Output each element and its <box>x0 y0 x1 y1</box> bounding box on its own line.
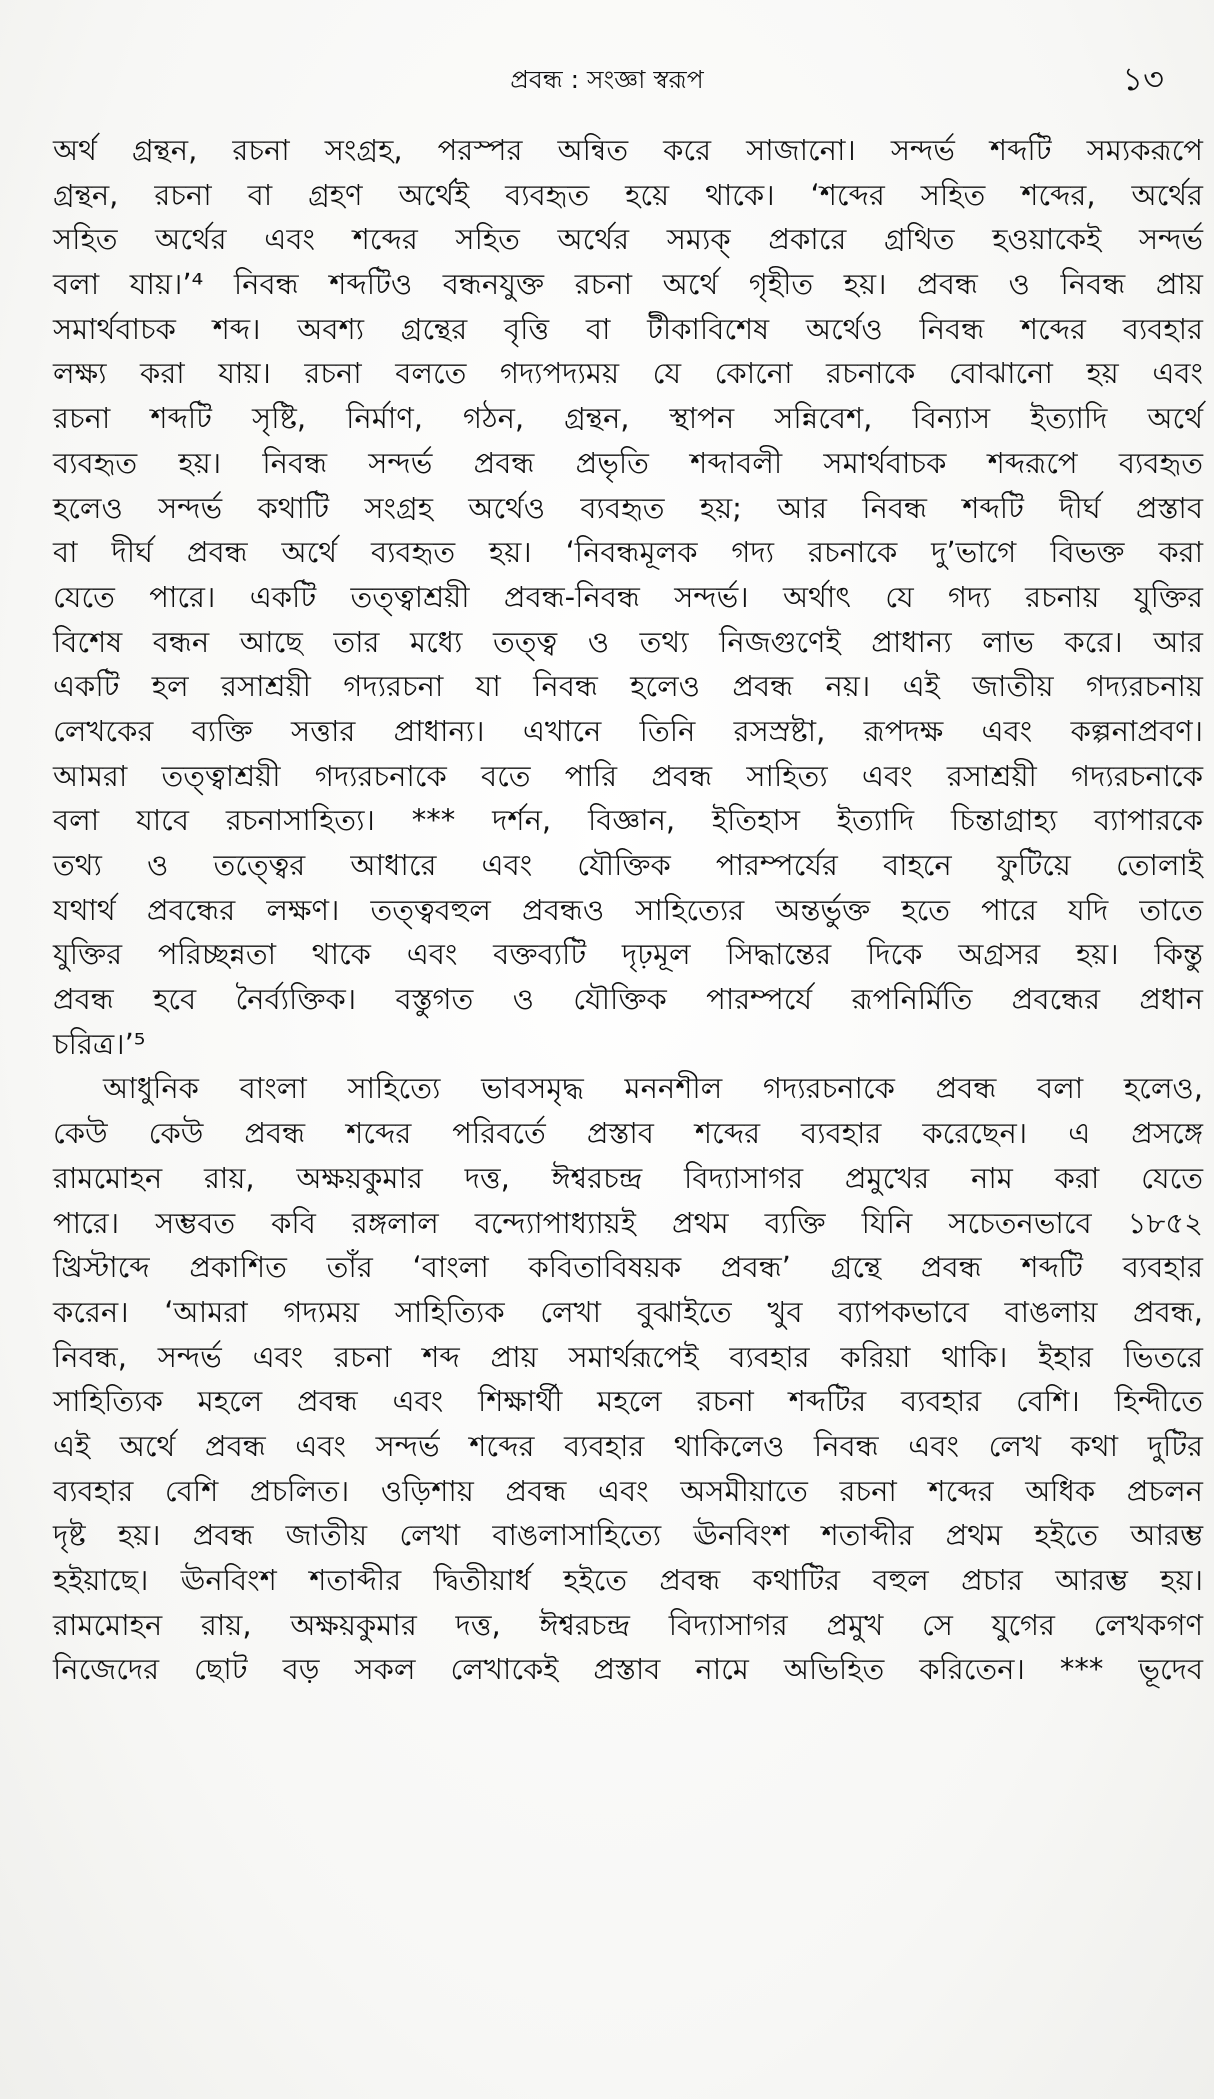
text-line: কেউ কেউ প্রবন্ধ শব্দের পরিবর্তে প্রস্তাব শব্দের ব্যবহার করেছেন। এ প্রসঙ্গে <box>53 1116 1203 1151</box>
text-line: অর্থ গ্রন্থন, রচনা সংগ্রহ, পরস্পর অন্বিত করে সাজানো। সন্দর্ভ শব্দটি সম্যকরূপে <box>53 133 1203 167</box>
text-line: বলা যাবে রচনাসাহিত্য। *** দর্শন, বিজ্ঞান, ইতিহাস ইত্যাদি চিন্তাগ্রাহ্য ব্যাপারকে <box>53 803 1203 838</box>
text-line: লেখকের ব্যক্তি সত্তার প্রাধান্য। এখানে তিনি রসস্রষ্টা, রূপদক্ষ এবং কল্পনাপ্রবণ। <box>53 713 1203 748</box>
text-line: করেন। ‘আমরা গদ্যময় সাহিত্যিক লেখা বুঝাইতে খুব ব্যাপকভাবে বাঙলায় প্রবন্ধ, <box>53 1294 1203 1329</box>
text-line: যেতে পারে। একটি তত্ত্বাশ্রয়ী প্রবন্ধ-নিবন্ধ সন্দর্ভ। অর্থাৎ যে গদ্য রচনায় যুক্তির <box>53 579 1203 614</box>
text-line: বা দীর্ঘ প্রবন্ধ অর্থে ব্যবহৃত হয়। ‘নিবন্ধমূলক গদ্য রচনাকে দু’ভাগে বিভক্ত করা <box>53 535 1203 570</box>
text-line: হইয়াছে। ঊনবিংশ শতাব্দীর দ্বিতীয়ার্ধ হইতে প্রবন্ধ কথাটির বহুল প্রচার আরম্ভ হয়। <box>53 1563 1203 1597</box>
text-line: খ্রিস্টাব্দে প্রকাশিত তাঁর ‘বাংলা কবিতাবিষয়ক প্রবন্ধ’ গ্রন্থে প্রবন্ধ শব্দটি ব্যবহার <box>53 1250 1203 1285</box>
text-line: একটি হল রসাশ্রয়ী গদ্যরচনা যা নিবন্ধ হলেও প্রবন্ধ নয়। এই জাতীয় গদ্যরচনায় <box>53 669 1203 704</box>
text-line: ব্যবহৃত হয়। নিবন্ধ সন্দর্ভ প্রবন্ধ প্রভৃতি শব্দাবলী সমার্থবাচক শব্দরূপে ব্যবহৃত <box>53 445 1203 480</box>
body-text <box>53 128 1203 1692</box>
text-line: বিশেষ বন্ধন আছে তার মধ্যে তত্ত্ব ও তথ্য নিজগুণেই প্রাধান্য লাভ করে। আর <box>53 624 1203 659</box>
text-line: পারে। সম্ভবত কবি রঙ্গলাল বন্দ্যোপাধ্যায়ই প্রথম ব্যক্তি যিনি সচেতনভাবে ১৮৫২ <box>53 1205 1203 1240</box>
text-line: সমার্থবাচক শব্দ। অবশ্য গ্রন্থের বৃত্তি বা টীকাবিশেষ অর্থেও নিবন্ধ শব্দের ব্যবহার <box>53 311 1203 346</box>
text-line: ব্যবহার বেশি প্রচলিত। ওড়িশায় প্রবন্ধ এবং অসমীয়াতে রচনা শব্দের অধিক প্রচলন <box>53 1473 1203 1508</box>
text-line: প্রবন্ধ হবে নৈর্ব্যক্তিক। বস্তুগত ও যৌক্তিক পারম্পর্যে রূপনির্মিতি প্রবন্ধের প্রধান <box>53 982 1203 1017</box>
text-line: বলা যায়।’⁴ নিবন্ধ শব্দটিও বন্ধনযুক্ত রচনা অর্থে গৃহীত হয়। প্রবন্ধ ও নিবন্ধ প্রায় <box>53 267 1203 302</box>
text-line: রামমোহন রায়, অক্ষয়কুমার দত্ত, ঈশ্বরচন্দ্র বিদ্যাসাগর প্রমুখের নাম করা যেতে <box>53 1160 1203 1195</box>
text-line: এই অর্থে প্রবন্ধ এবং সন্দর্ভ শব্দের ব্যবহার থাকিলেও নিবন্ধ এবং লেখ কথা দুটির <box>53 1428 1203 1463</box>
text-line: আধুনিক বাংলা সাহিত্যে ভাবসমৃদ্ধ মননশীল গদ্যরচনাকে প্রবন্ধ বলা হলেও, <box>103 1071 1203 1106</box>
text-line: যথার্থ প্রবন্ধের লক্ষণ। তত্ত্ববহুল প্রবন্ধও সাহিত্যের অন্তর্ভুক্ত হতে পারে যদি তাতে <box>53 892 1203 927</box>
text-line: হলেও সন্দর্ভ কথাটি সংগ্রহ অর্থেও ব্যবহৃত হয়; আর নিবন্ধ শব্দটি দীর্ঘ প্রস্তাব <box>53 490 1203 525</box>
text-line: সহিত অর্থের এবং শব্দের সহিত অর্থের সম্যক্ প্রকারে গ্রথিত হওয়াকেই সন্দর্ভ <box>53 222 1203 257</box>
text-line: নিজেদের ছোট বড় সকল লেখাকেই প্রস্তাব নামে অভিহিত করিতেন। *** ভূদেব <box>53 1652 1203 1687</box>
text-line: যুক্তির পরিচ্ছন্নতা থাকে এবং বক্তব্যটি দৃঢ়মূল সিদ্ধান্তের দিকে অগ্রসর হয়। কিন্তু <box>53 937 1203 972</box>
text-line: গ্রন্থন, রচনা বা গ্রহণ অর্থেই ব্যবহৃত হয়ে থাকে। ‘শব্দের সহিত শব্দের, অর্থের <box>53 177 1203 212</box>
text-line: চরিত্র।’⁵ <box>53 1026 146 1061</box>
running-title: প্রবন্ধ : সংজ্ঞা স্বরূপ <box>510 65 704 94</box>
running-head <box>0 60 1214 100</box>
text-line: আমরা তত্ত্বাশ্রয়ী গদ্যরচনাকে বতে পারি প্রবন্ধ সাহিত্য এবং রসাশ্রয়ী গদ্যরচনাকে <box>53 758 1203 793</box>
text-line: রামমোহন রায়, অক্ষয়কুমার দত্ত, ঈশ্বরচন্দ্র বিদ্যাসাগর প্রমুখ সে যুগের লেখকগণ <box>53 1607 1203 1642</box>
text-line: তথ্য ও তত্ত্বের আধারে এবং যৌক্তিক পারম্পর্যের বাহনে ফুটিয়ে তোলাই <box>53 848 1203 882</box>
text-line: রচনা শব্দটি সৃষ্টি, নির্মাণ, গঠন, গ্রন্থন, স্থাপন সন্নিবেশ, বিন্যাস ইত্যাদি অর্থে <box>53 401 1203 436</box>
text-line: দৃষ্ট হয়। প্রবন্ধ জাতীয় লেখা বাঙলাসাহিত্যে ঊনবিংশ শতাব্দীর প্রথম হইতে আরম্ভ <box>53 1518 1203 1553</box>
text-line: লক্ষ্য করা যায়। রচনা বলতে গদ্যপদ্যময় যে কোনো রচনাকে বোঝানো হয় এবং <box>53 356 1203 391</box>
text-line: নিবন্ধ, সন্দর্ভ এবং রচনা শব্দ প্রায় সমার্থরূপেই ব্যবহার করিয়া থাকি। ইহার ভিতরে <box>53 1339 1203 1374</box>
text-line: সাহিত্যিক মহলে প্রবন্ধ এবং শিক্ষার্থী মহলে রচনা শব্দটির ব্যবহার বেশি। হিন্দীতে <box>53 1384 1203 1419</box>
page-number: ১৩ <box>1122 60 1164 98</box>
